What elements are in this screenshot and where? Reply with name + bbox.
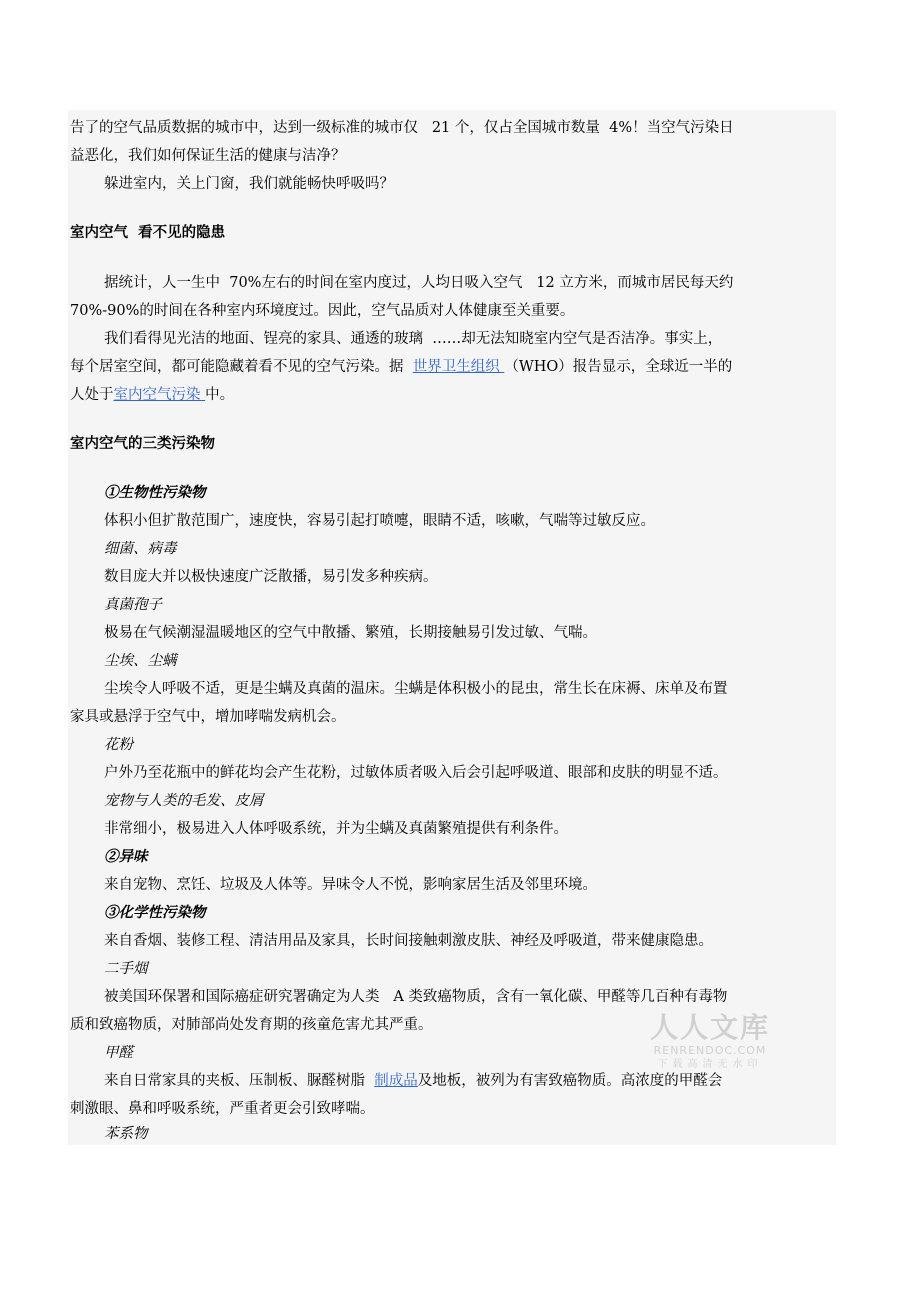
subtype-desc: 极易在气候潮湿温暖地区的空气中散播、繁殖，长期接触易引发过敏、气喘。: [104, 625, 597, 641]
odor-desc: 来自宠物、烹饪、垃圾及人体等。异味令人不悦，影响家居生活及邻里环境。: [104, 877, 597, 893]
subtype-name: 宠物与人类的毛发、皮屑: [104, 793, 264, 809]
chem-pollutant-title: ③化学性污染物: [104, 904, 206, 921]
bio-pollutant-desc: 体积小但扩散范围广，速度快，容易引起打喷嚏，眼睛不适，咳嗽，气喘等过敏反应。: [104, 513, 655, 529]
invisible-pollution-line-2: [70, 357, 732, 377]
formaldehyde-desc-line-2: 刺激眼、鼻和呼吸系统，严重者更会引致哮喘。: [70, 1101, 375, 1117]
formaldehyde-desc-line-1: [104, 1071, 722, 1091]
subtype-desc: 家具或悬浮于空气中，增加哮喘发病机会。: [70, 709, 346, 725]
text-span: 每个居室空间，都可能隐藏着看不见的空气污染。据: [70, 359, 413, 375]
intro-paragraph-line-1: 告了的空气品质数据的城市中，达到一级标准的城市仅 21 个，仅占全国城市数量 4%！当空气污染日: [70, 120, 734, 136]
watermark-slogan: 下载高清无水印: [657, 1059, 763, 1070]
text-span: 来自日常家具的夹板、压制板、脲醛树脂: [104, 1073, 375, 1089]
invisible-pollution-line-1: 我们看得见光洁的地面、锃亮的家具、通透的玻璃 ……却无法知晓室内空气是否洁净。事实上，: [104, 331, 723, 347]
who-link[interactable]: 世界卫生组织: [412, 359, 505, 375]
invisible-pollution-line-3: [70, 385, 234, 405]
chem-pollutant-desc: 来自香烟、装修工程、清洁用品及家具，长时间接触刺激皮肤、神经及呼吸道，带来健康隐患。: [104, 933, 713, 949]
subtype-desc: 质和致癌物质，对肺部尚处发育期的孩童危害尤其严重。: [70, 1017, 433, 1033]
watermark-url: RENRENDOC.COM: [653, 1044, 767, 1057]
subtype-desc: 非常细小，极易进入人体呼吸系统，并为尘螨及真菌繁殖提供有利条件。: [104, 821, 568, 837]
subtype-name: 花粉: [104, 737, 133, 753]
subtype-name: 苯系物: [104, 1126, 148, 1142]
subtype-name: 细菌、病毒: [104, 541, 177, 557]
stats-paragraph-line-2: 70%-90%的时间在各种室内环境度过。因此，空气品质对人体健康至关重要。: [70, 303, 575, 319]
subtype-name: 二手烟: [104, 961, 148, 977]
section-heading-three-pollutants: 室内空气的三类污染物: [70, 436, 215, 452]
subtype-name: 真菌孢子: [104, 597, 162, 613]
subtype-desc: 户外乃至花瓶中的鲜花均会产生花粉，过敏体质者吸入后会引起呼吸道、眼部和皮肤的明显不适。: [104, 765, 728, 781]
section-heading-hidden-hazards: 室内空气 看不见的隐患: [70, 225, 226, 241]
text-span: （WHO）报告显示，全球近一半的: [504, 359, 733, 375]
odor-title: ②异味: [104, 848, 148, 865]
subtype-desc: 被美国环保署和国际癌症研究署确定为人类 A 类致癌物质，含有一氧化碳、甲醛等几百种有毒物: [104, 989, 728, 1005]
text-span: 人处于: [70, 387, 114, 403]
intro-question: 躲进室内，关上门窗，我们就能畅快呼吸吗？: [104, 176, 394, 192]
text-span: 中。: [205, 387, 235, 403]
indoor-air-pollution-link[interactable]: 室内空气污染: [113, 387, 206, 403]
subtype-desc: 尘埃令人呼吸不适，更是尘螨及真菌的温床。尘螨是体积极小的昆虫，常生长在床褥、床单及布置: [104, 681, 728, 697]
watermark-logo-text: 人人文库: [649, 1011, 770, 1044]
stats-paragraph-line-1: 据统计，人一生中 70%左右的时间在室内度过，人均日吸入空气 12 立方米，而城市居民每天约: [104, 275, 734, 291]
bio-pollutant-title: ①生物性污染物: [104, 484, 206, 501]
subtype-name: 甲醛: [104, 1045, 133, 1061]
document-content: [68, 110, 836, 1145]
intro-paragraph-line-2: 益恶化，我们如何保证生活的健康与洁净？: [70, 148, 346, 164]
subtype-desc: 数目庞大并以极快速度广泛散播，易引发多种疾病。: [104, 569, 438, 585]
text-span: 及地板，被列为有害致癌物质。高浓度的甲醛会: [417, 1073, 723, 1089]
subtype-name: 尘埃、尘螨: [104, 653, 177, 669]
manufactured-products-link[interactable]: 制成品: [374, 1073, 418, 1089]
